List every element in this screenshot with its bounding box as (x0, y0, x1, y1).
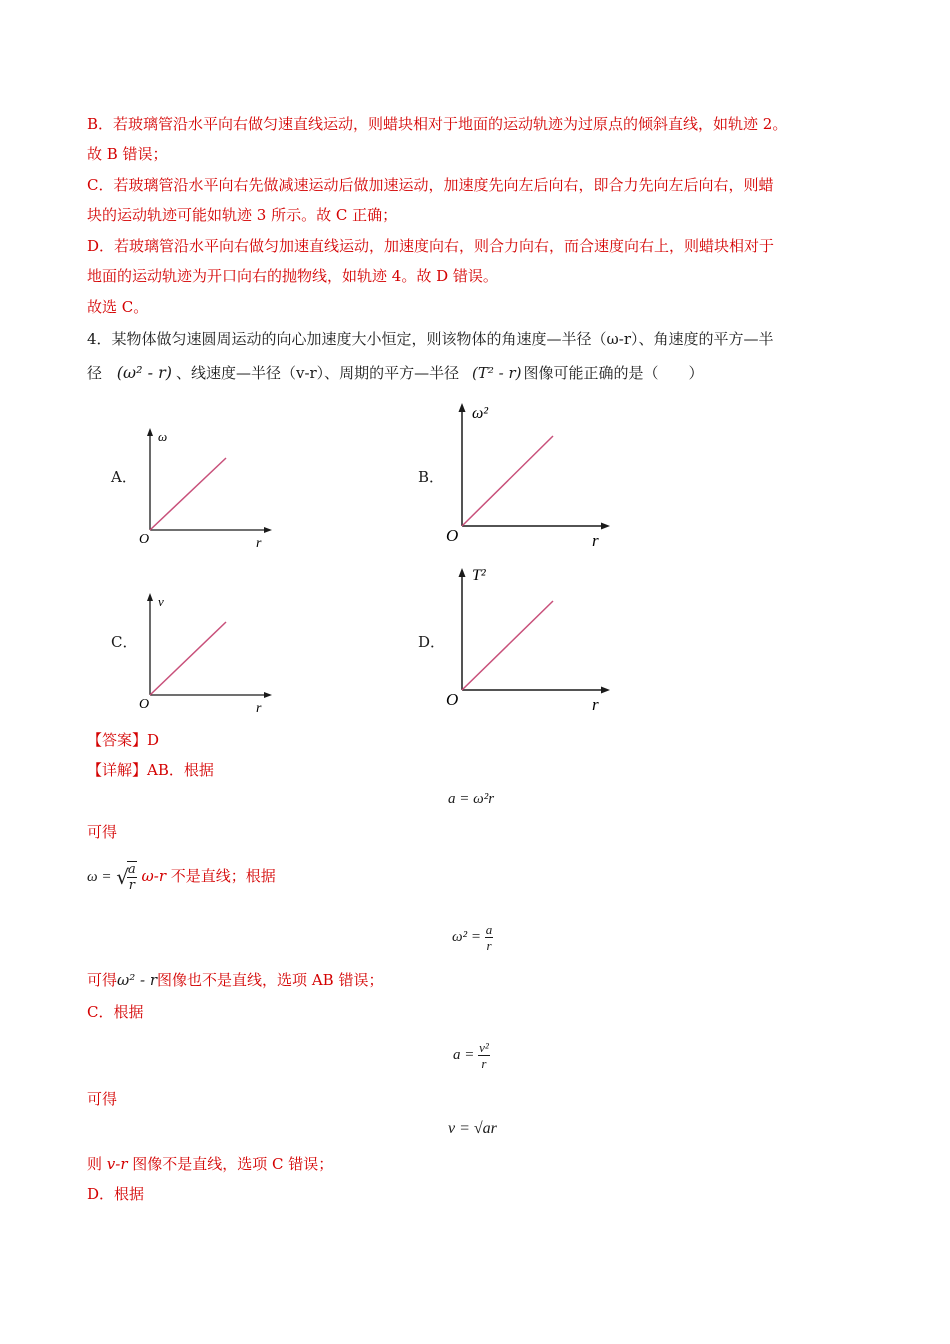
graph-c-ylabel: v (158, 594, 164, 609)
detail-d-head: D．根据 (87, 1185, 145, 1203)
graph-d-line (462, 601, 553, 690)
answer-line (87, 729, 159, 751)
graph-b-xlabel: r (592, 531, 599, 550)
detail-ab-head: AB．根据 (147, 761, 214, 779)
omega-tail-text: 不是直线；根据 (166, 867, 276, 885)
omega-eq-lhs: ω = (87, 869, 112, 885)
detail-ab-line (87, 759, 214, 781)
question-expr-t2-r: (T² - r) (471, 364, 522, 382)
answer-tag: 【答案】 (87, 731, 148, 749)
graph-a-x-arrow (264, 527, 272, 533)
kede2-a: 可得 (87, 971, 118, 989)
eq2-lhs: ω² = (452, 929, 481, 945)
equation-a-v2-over-r (453, 1035, 490, 1075)
graph-d (440, 562, 620, 717)
explanation-b-line2: 故 B 错误； (87, 145, 168, 163)
c-conc-var: v-r (106, 1155, 128, 1173)
graph-c (130, 585, 280, 720)
eq2-den: r (486, 938, 492, 954)
question-line2-c: 、线速度—半径（v-r）、周期的平方—半径 (175, 364, 460, 382)
detail-tag: 【详解】 (87, 761, 148, 779)
omega-frac-den: r (128, 878, 135, 893)
detail-c-head: C．根据 (87, 1003, 144, 1021)
graph-b-y-arrow (459, 403, 466, 412)
question-line1: 4．某物体做匀速圆周运动的向心加速度大小恒定，则该物体的角速度—半径（ω-r）、角速度的平方—半 (87, 330, 774, 348)
detail-kede-2 (87, 969, 383, 991)
graph-d-xlabel: r (592, 695, 599, 714)
graph-d-ylabel: T² (472, 567, 486, 584)
graph-c-line (150, 622, 226, 695)
graph-b (440, 398, 620, 553)
eq3-den: r (481, 1056, 487, 1072)
graph-b-line (462, 436, 553, 526)
explanation-conclusion: 故选 C。 (87, 298, 149, 316)
c-conc-a: 则 (87, 1155, 107, 1173)
option-b-label[interactable]: B． (418, 468, 445, 486)
kede2-b: 图像也不是直线，选项 AB 错误； (157, 971, 384, 989)
equation-v-sqrt-ar: v = √ar (448, 1120, 497, 1137)
omega-tail-var: ω-r (141, 867, 167, 885)
omega-fraction (127, 861, 137, 893)
option-a-label[interactable]: A． (111, 468, 137, 486)
question-expr-omega2-r: (ω² - r) (116, 363, 172, 382)
eq3-num: v² (479, 1040, 489, 1056)
explanation-c-line1: C．若玻璃管沿水平向右先做减速运动后做加速运动，加速度先向左后向右，即合力先向左后向右，则蜡 (87, 176, 774, 194)
graph-a-y-arrow (147, 428, 153, 436)
graph-a-ylabel: ω (158, 429, 168, 444)
kede2-expr: ω² - r (117, 971, 158, 989)
question-line2-a: 径 (87, 364, 103, 382)
graph-a-line (150, 458, 226, 530)
detail-omega-line (87, 856, 276, 897)
explanation-c-line2: 块的运动轨迹可能如轨迹 3 所示。故 C 正确； (87, 206, 398, 224)
graph-b-ylabel: ω² (472, 405, 489, 422)
eq2-num: a (485, 922, 493, 938)
graph-d-y-arrow (459, 568, 466, 577)
graph-a (130, 420, 280, 555)
equation-omega2-a-over-r (452, 918, 493, 956)
equation-a-omega2-r: a = ω²r (448, 791, 495, 807)
graph-d-x-arrow (601, 687, 610, 694)
omega-frac-num: a (128, 862, 136, 877)
c-conc-b: 图像不是直线，选项 C 错误； (127, 1155, 334, 1173)
eq2-fraction (485, 922, 494, 953)
detail-kede-3: 可得 (87, 1090, 118, 1108)
question-line2-e: 图像可能正确的是（ ） (523, 364, 704, 382)
graph-c-xlabel: r (256, 701, 262, 716)
graph-b-x-arrow (601, 523, 610, 530)
graph-a-origin: O (139, 532, 150, 547)
answer-value: D (147, 731, 160, 749)
detail-kede-1: 可得 (87, 823, 118, 841)
graph-c-x-arrow (264, 692, 272, 698)
sqrt-icon: √ (116, 865, 129, 889)
option-d-label[interactable]: D． (418, 633, 446, 651)
graph-a-xlabel: r (256, 536, 262, 551)
explanation-d-line2: 地面的运动轨迹为开口向右的抛物线，如轨迹 4。故 D 错误。 (87, 267, 498, 285)
graph-c-y-arrow (147, 593, 153, 601)
explanation-d-line1: D．若玻璃管沿水平向右做匀加速直线运动，加速度向右，则合力向右，而合速度向右上，则蜡块相对于 (87, 237, 775, 255)
graph-b-origin: O (446, 526, 459, 545)
graph-c-origin: O (139, 697, 150, 712)
detail-c-conclusion (87, 1153, 333, 1175)
eq3-fraction (478, 1040, 490, 1071)
graph-d-origin: O (446, 690, 459, 709)
option-c-label[interactable]: C． (111, 633, 138, 651)
explanation-b-line1: B．若玻璃管沿水平向右做匀速直线运动，则蜡块相对于地面的运动轨迹为过原点的倾斜直线，如轨迹 2。 (87, 115, 788, 133)
eq3-lhs: a = (453, 1047, 475, 1063)
question-line2 (87, 362, 703, 384)
